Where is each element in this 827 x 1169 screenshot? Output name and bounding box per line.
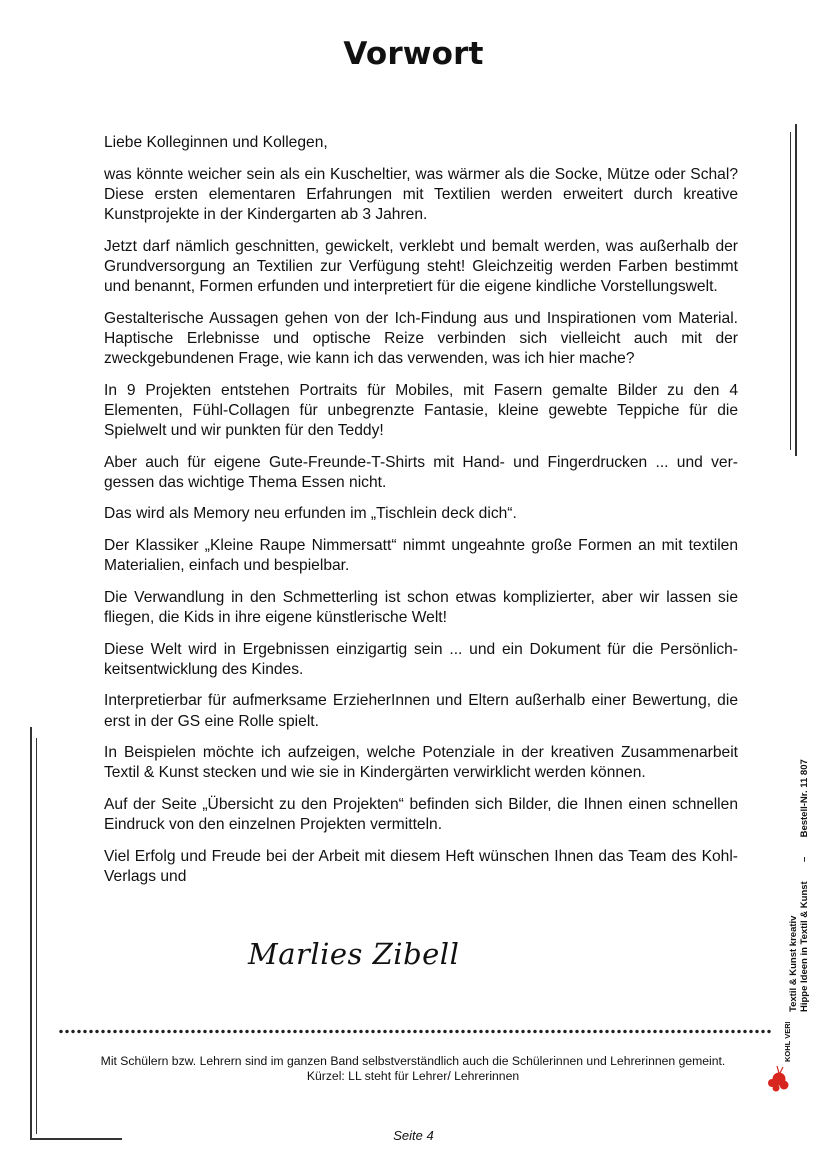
paragraph: Gestalterische Aussagen gehen von der Ich-Findung aus und Inspirationen vom Material. Haptische Erlebnisse und optische Reize verbinden sich vielleicht auch mit der zweckgebundenen Frage, wie kann ich das verwenden, was ich hier mache? (104, 309, 738, 368)
paragraph: Das wird als Memory neu erfunden im „Tischlein deck dich“. (104, 505, 517, 523)
paragraph: Jetzt darf nämlich geschnitten, gewickelt, verklebt und bemalt werden, was außerhalb der Grundversorgung an Textilien zur Verfügung steht! Gleichzeitig werden Farben bestimmt und benannt, Formen erfunden und interpretiert für die eigene kindliche Vorstellungswelt. (104, 237, 738, 296)
footnote (60, 1054, 766, 1084)
paragraph: Aber auch für eigene Gute-Freunde-T-Shirts mit Hand- und Fingerdrucken ... und vergessen das wichtige Thema Essen nicht. (104, 453, 738, 491)
logo-lettering: KOHL VERLAG (783, 1022, 792, 1062)
greeting: Liebe Kolleginnen und Kollegen, (104, 134, 328, 151)
order-number: Bestell-Nr. 11 807 (799, 759, 810, 838)
footnote-line: Kürzel: LL steht für Lehrer/ Lehrerinnen (306, 1069, 520, 1084)
separator: – (799, 856, 810, 862)
foreword-body (104, 133, 738, 887)
paragraph: Diese Welt wird in Ergebnissen einzigartig sein ... und ein Dokument für die Persönlichkeitsentwicklung des Kindes. (104, 640, 738, 678)
paragraph: In Beispielen möchte ich aufzeigen, welche Potenziale in der kreativen Zusammenarbeit Textil & Kunst stecken und wie sie in Kindergärten verwirklicht werden können. (104, 744, 738, 782)
closing-paragraph: Viel Erfolg und Freude bei der Arbeit mit diesem Heft wünschen Ihnen das Team des Kohl-Verlags und (104, 847, 738, 885)
book-title: Hippe Ideen in Textil & Kunst (799, 881, 810, 1012)
series-imprint (788, 759, 810, 1012)
left-rule-outer (30, 727, 32, 1139)
series-title: Textil & Kunst kreativ (788, 915, 799, 1012)
dotted-divider (58, 1029, 772, 1034)
page-number: Seite 4 (393, 1128, 434, 1143)
footnote-line: Mit Schülern bzw. Lehrern sind im ganzen Band selbstverständlich auch die Schülerinnen und Lehrerinnen gemeint. (100, 1054, 726, 1068)
paragraph: Auf der Seite „Übersicht zu den Projekten“ befinden sich Bilder, die Ihnen einen schnellen Eindruck von den einzelnen Projekten vermitteln. (104, 795, 738, 834)
paragraph: In 9 Projekten entstehen Portraits für Mobiles, mit Fasern gemalte Bilder zu den 4 Elementen, Fühl-Collagen für unbegrenzte Fantasie, kleine gewebte Teppiche für die Spielwelt und wir punkten für den Teddy! (104, 381, 738, 439)
publisher-logo (766, 1022, 796, 1094)
right-rule-inner (790, 132, 791, 450)
right-rule-outer (795, 124, 797, 456)
page-title: Vorwort (343, 36, 484, 72)
paragraph: Interpretierbar für aufmerksame ErzieherInnen und Eltern außerhalb einer Bewertung, die erst in der GS eine Rolle spielt. (104, 692, 738, 730)
kohl-verlag-logo-icon (766, 1022, 796, 1094)
paragraph: was könnte weicher sein als ein Kuscheltier, was wärmer als die Socke, Mütze oder Schal? Diese ersten elementaren Erfahrungen mit Textilien werden erweitert durch kreative Kunstprojekte in der Kindergarten ab 3 Jahren. (104, 166, 738, 224)
bottom-rule (30, 1138, 122, 1140)
left-rule-inner (36, 738, 37, 1134)
paragraph: Die Verwandlung in den Schmetterling ist schon etwas komplizierter, aber wir lassen sie fliegen, die Kids in ihre eigene künstlerische Welt! (104, 588, 738, 626)
signature: Marlies Zibell (248, 937, 460, 971)
paragraph: Der Klassiker „Kleine Raupe Nimmersatt“ nimmt ungeahnte große Formen an mit textilen Materialien, einfach und bespielbar. (104, 537, 738, 575)
